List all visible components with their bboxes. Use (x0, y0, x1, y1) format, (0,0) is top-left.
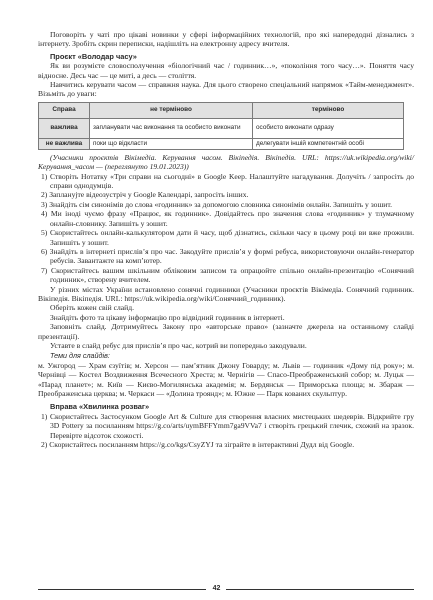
table-cell: делегувати іншій компетентній особі (253, 138, 404, 149)
list-item: 2) Скористайтесь посиланням https://g.co/kgs/CsyZYJ та зіграйте в інтерактивні Дудл від Google. (41, 440, 355, 450)
sundial-paragraph-3: Знайдіть фото та цікаву інформацію про відвідний годинник в інтернеті. (50, 312, 285, 322)
sundial-paragraph-2: Оберіть кожен свій слайд. (50, 303, 134, 313)
table-row (39, 138, 404, 149)
table-row-header: не важлива (39, 138, 90, 149)
sundial-paragraph: У різних містах України встановлено сонячні годинники (Учасники проєктів Вікімедіа. Сонячний годинник. Вікіпедія. Вікіпедія. URL: https://uk.wikipedia.org/wiki/Сонячний_годинник). (38, 284, 414, 303)
list-item: 6) Знайдіть в інтернеті прислів’я про час. Закодуйте прислів’я у формі ребуса, використовуючи онлайн-генератор ребусів. Завантажте на комп’ютер. (41, 246, 414, 266)
table-header-row (39, 102, 404, 118)
sundial-paragraph-4: Заповніть слайд. Дотримуйтесь Закону про «авторське право» (зазначте джерела на останньому слайді презентації). (38, 322, 414, 341)
page-number: 42 (212, 585, 221, 592)
list-item: 7) Скористайтесь вашим шкільним обліковим записом та опрацюйте спільно онлайн-презентацію «Сонячний годинник», створену вчителем. (41, 265, 414, 285)
table-cell: запланувати час виконання та особисто виконати (90, 118, 253, 138)
table-header: не терміново (90, 102, 253, 118)
time-management-table (38, 102, 404, 150)
steps-list (38, 172, 414, 285)
sundial-paragraph-5: Уставте в слайд ребус для прислів’я про час, котрий ви попередньо закодували. (50, 340, 307, 350)
table-cell: поки що відкласти (90, 138, 253, 149)
project-paragraph-2: Навчитись керувати часом — справжня наука. Для цього створено спеціальний напрямок «Тайм-менеджмент». Візьміть до уваги: (38, 80, 414, 99)
table-row-header: важлива (39, 118, 90, 138)
topics-text: м. Ужгород — Храм єзуїтів; м. Херсон — пам’ятник Джону Говарду; м. Львів — годинник «Дому під року»; м. Чернівці — Костел Воздвиження Всечесного Хреста; м. Чернігів — Спасо-Преображенський собор; м. Луцьк — «Парад планет»; м. Київ — Києво-Могилянська академія; м. Бердянськ — Приморська площа; м. Збараж — Преображенська церква; м. Черкаси — «Долина троянд»; м. Южне — Парк кованих скульптур. (38, 360, 414, 398)
list-item: 5) Скористайтесь онлайн-калькулятором дати й часу, щоб дізнатись, скільки часу в цьому році ви вже прожили. Запишіть у зошит. (41, 228, 414, 247)
intro-paragraph: Поговоріть у чаті про цікаві новинки у сфері інформаційних технологій, про які напередодні дізнались з інтернету. Зробіть скрин переписки, надішліть на електронну адресу вчителя. (38, 30, 414, 49)
list-item: 4) Ми іноді чуємо фразу «Працює, як годинник». Довідайтесь про значення слова «годинник» у тлумачному онлайн-словнику. Запишіть у зошит. (41, 209, 414, 228)
project-paragraph-1: Як ви розумієте словосполучення «біологічний час / годинник…», «покоління того часу…». Поняття часу відносне. Десь час — це миті, а десь — століття. (38, 61, 414, 80)
citation: (Учасники проєктів Вікімедіа. Керування часом. Вікіпедія. Вікіпедія. URL: https://uk.wikipedia.org/wiki/Керування_часом — (переглянуто 19.01.2023)) (38, 152, 414, 172)
table-row (39, 118, 404, 138)
topics-heading: Теми для слайдів: (50, 351, 110, 361)
list-item: 1) Скористайтесь Застосунком Google Art & Culture для створення власних мистецьких шедеврів. Відкрийте гру 3D Pottery за посиланням https://g.co/arts/uymBFFYmm7ga9VVa7 і створіть грецький глечик, схожий на зразок. Перевірте відсоток схожості. (41, 411, 414, 440)
list-item: 2) Запланујте відеозустріч у Google Календарі, запросіть інших. (41, 190, 249, 200)
table-cell: особисто виконати одразу (253, 118, 404, 138)
exercise-list (38, 412, 414, 450)
page-content (38, 30, 414, 449)
list-item: 3) Знайдіть сім синонімів до слова «годинник» за допомогою словника синонімів онлайн. Запишіть у зошит. (41, 199, 393, 209)
exercise-title: Вправа «Хвилинка розваг» (50, 402, 150, 412)
project-title: Проєкт «Володар часу» (50, 51, 137, 61)
table-header: терміново (253, 102, 404, 118)
table-header: Справа (39, 102, 90, 118)
list-item: 1) Створіть Нотатку «Три справи на сьогодні» в Google Keep. Налаштуйте нагадування. Долучіть / запросіть до справи однодумців. (41, 171, 414, 191)
